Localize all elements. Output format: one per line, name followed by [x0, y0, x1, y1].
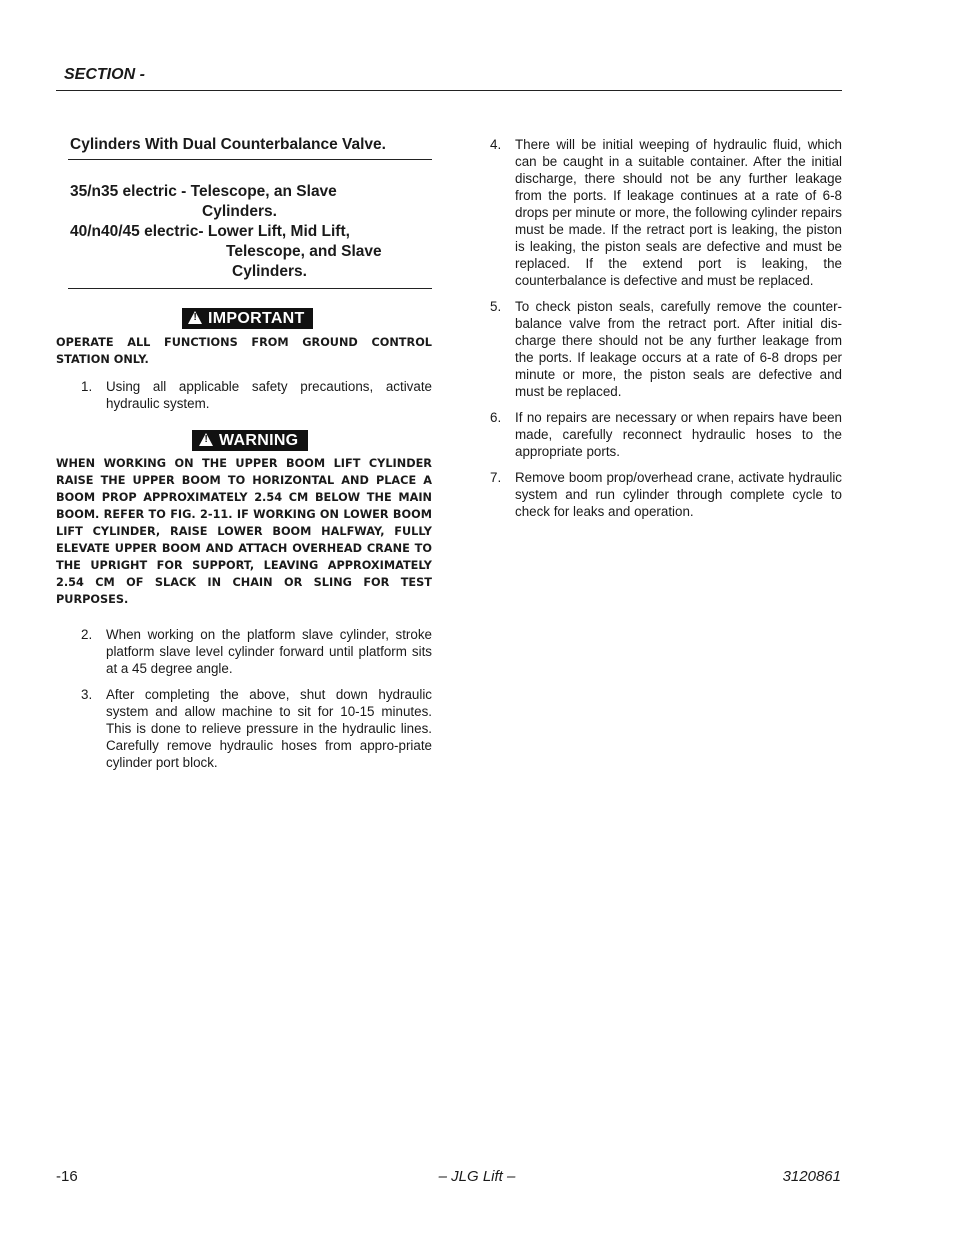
subtitle-line-2: Cylinders.	[202, 203, 277, 220]
step-number: 1.	[81, 379, 93, 394]
list-item	[490, 298, 842, 400]
step-text: When working on the platform slave cylinder, stroke platform slave level cylinder forward until platform sits at a 45 degree angle.	[106, 627, 432, 676]
warning-text: WHEN WORKING ON THE UPPER BOOM LIFT CYLINDER RAISE THE UPPER BOOM TO HORIZONTAL AND PLACE A BOOM PROP APPROXIMATELY 2.54 CM BELOW THE MAIN BOOM. REFER TO FIG. 2-11. IF WORKING ON LOWER BOOM LIFT CYLINDER, RAISE LOWER BOOM HALFWAY, FULLY ELEVATE UPPER BOOM AND ATTACH OVERHEAD CRANE TO THE UPRIGHT FOR SUPPORT, LEAVING APPROXIMATELY 2.54 CM OF SLACK IN CHAIN OR SLING FOR TEST PURPOSES.	[56, 457, 432, 606]
right-column	[490, 134, 842, 520]
step-number: 5.	[490, 299, 502, 314]
warning-label: WARNING	[219, 432, 299, 449]
step-text: Remove boom prop/overhead crane, activate hydraulic system and run cylinder through complete cycle to check for leaks and operation.	[515, 470, 842, 519]
footer-publisher: – JLG Lift –	[438, 1168, 516, 1185]
list-item	[56, 686, 432, 771]
step-text: Using all applicable safety precautions, activate hydraulic system.	[106, 379, 432, 411]
subtitle-line-4: Telescope, and Slave	[226, 243, 382, 260]
subtitle-line-3: 40/n40/45 electric- Lower Lift, Mid Lift,	[70, 223, 350, 240]
subtitle-line-5: Cylinders.	[232, 263, 307, 280]
step-number: 2.	[81, 627, 93, 642]
step-number: 3.	[81, 687, 93, 702]
step-number: 7.	[490, 470, 502, 485]
subtitle-line-1: 35/n35 electric - Telescope, an Slave	[70, 183, 337, 200]
section-header: SECTION -	[64, 66, 145, 83]
step-text: There will be initial weeping of hydraulic fluid, which can be caught in a suitable container. After the initial discharge, there should not be any further leakage from the ports. If leakage continues at a rate of 6-8 drops per minute or more, the following cylinder repairs must be made. If the retract port is leaking, the piston is leaking, the piston seals are defective and must be replaced. If the extend port is leaking, the counterbalance is defective and must be replaced.	[515, 137, 842, 288]
important-badge	[182, 308, 313, 329]
warning-triangle-icon: !	[188, 311, 202, 324]
left-column	[56, 134, 432, 771]
step-text: After completing the above, shut down hydraulic system and allow machine to sit for 10-15 minutes. This is done to relieve pressure in the hydraulic lines. Carefully remove hydraulic hoses from appro-priate cylinder port block.	[106, 687, 432, 770]
step-text: If no repairs are necessary or when repairs have been made, carefully reconnect hydraulic hoses to the appropriate ports.	[515, 410, 842, 459]
header-rule	[56, 90, 842, 91]
section-title: Cylinders With Dual Counterbalance Valve.	[70, 136, 386, 153]
step-number: 4.	[490, 137, 502, 152]
step-text: To check piston seals, carefully remove the counter-balance valve from the retract port. After initial dis-charge there should not be any further leakage from the ports. If leakage occurs at a rate of 6-8 drops per minute or more, the piston seals are defective and must be replaced.	[515, 299, 842, 399]
warning-badge	[192, 430, 308, 451]
step-number: 6.	[490, 410, 502, 425]
warning-badge-wrap	[56, 430, 432, 451]
subtitle-rule	[68, 288, 432, 289]
important-label: IMPORTANT	[208, 310, 305, 327]
list-item	[490, 469, 842, 520]
title-rule	[68, 159, 432, 160]
list-item	[490, 409, 842, 460]
list-item	[490, 136, 842, 289]
important-text: OPERATE ALL FUNCTIONS FROM GROUND CONTROL STATION ONLY.	[56, 336, 432, 366]
page-number: -16	[56, 1168, 78, 1185]
warning-triangle-icon: !	[199, 433, 213, 446]
list-item	[56, 626, 432, 677]
document-number: 3120861	[782, 1168, 841, 1185]
important-badge-wrap	[56, 308, 432, 329]
subtitle	[70, 182, 432, 282]
list-item	[56, 378, 432, 412]
